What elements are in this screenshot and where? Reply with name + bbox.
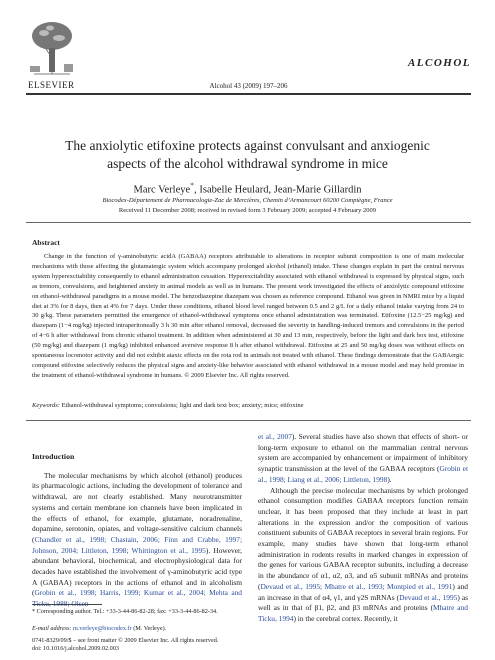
corresponding-mark[interactable]: * bbox=[190, 181, 195, 190]
divider bbox=[26, 420, 471, 421]
citation-link[interactable]: Devaud et al., 1995; Mhatre et al., 1993; Montpied et al., 1991 bbox=[260, 581, 453, 591]
email-label: E-mail address: bbox=[32, 625, 72, 632]
author-list bbox=[30, 181, 465, 196]
title-line-2: aspects of the alcohol withdrawal syndrome in mice bbox=[107, 156, 388, 171]
journal-header bbox=[26, 18, 471, 92]
paragraph bbox=[32, 471, 242, 610]
paragraph bbox=[258, 486, 468, 625]
citation-link[interactable]: et al., 2007 bbox=[258, 432, 292, 441]
citation-link[interactable]: Devaud et al., 1995 bbox=[399, 592, 458, 602]
citation-link[interactable]: Chandler et al., 1998; Chastain, 2006; Finn and Crabbe, 1997; Johnson, 2004; Littleton, 1998; Whittington et al., 1995 bbox=[32, 534, 242, 555]
received-dates: Received 11 December 2008; received in revised form 3 February 2009; accepted 4 February 2009 bbox=[118, 207, 377, 214]
header-rule bbox=[26, 93, 471, 95]
text-run: The molecular mechanisms by which alcohol (ethanol) produces its pharmacologic actions, including the development of tolerance and withdrawal, are not clearly established. Many neurotransmitter systems and certain membrane ion channels have been implicated in the effects of ethanol, for example, glutamate, noradrenaline, dopamine, serotonin, opiates, and voltage-sensitive calcium channels ( bbox=[32, 470, 242, 544]
column-left bbox=[32, 432, 242, 610]
elsevier-tree-logo bbox=[26, 18, 78, 78]
article-title bbox=[30, 137, 465, 173]
footnote-email bbox=[32, 625, 242, 633]
text-run: ) in the cerebral cortex. Recently, it bbox=[293, 613, 398, 623]
citation-link[interactable]: Mhatre and Ticku, 1994 bbox=[258, 603, 468, 623]
footnote-rule bbox=[32, 604, 102, 605]
author-rest: , Isabelle Heulard, Jean-Marie Gillardin bbox=[194, 184, 362, 196]
abstract-heading: Abstract bbox=[32, 238, 60, 247]
keywords-list: Ethanol-withdrawal symptoms; convulsions; light and dark text box; anxiety; mice; etifoxine bbox=[59, 402, 304, 409]
text-run: ). Several studies have also shown that effects of short- or long-term exposure to ethanol on the mammalian central nervous system are accompanied by enhancement or impairment of inhibitory synaptic transmission at the level of the GABAA receptors ( bbox=[258, 432, 468, 474]
divider bbox=[26, 222, 471, 223]
publisher-name: ELSEVIER bbox=[28, 80, 75, 90]
citation-link[interactable]: Grobin et al., 1998; Liang et al., 2006; Littleton, 1998 bbox=[258, 464, 468, 484]
text-run: ). bbox=[387, 474, 392, 484]
footnote-corresponding: * Corresponding author. Tel.: +33-3-44-86-82-28; fax: +33-3-44-86-82-34. bbox=[32, 608, 218, 615]
abstract-text: Change in the function of γ-aminobutyric acidA (GABAA) receptors attributable to alterations in receptor subunit composition is one of main molecular mechanisms with those affecting the glutamatergic system which accompany prolonged alcohol (ethanol) intake. These changes explain in part the central nervous system hyperexcitability consequently to ethanol administration cessation. Hyperexcitability associated with ethanol withdrawal is expressed by physical signs, such as tremors, convulsions, and heightened anxiety in animal models as well as in humans. The present work investigated the effects of anxiolytic compound etifoxine on ethanol-withdrawal paradigms in a mouse model. The benzodiazepine diazepam was chosen as reference compound. Ethanol was given in NMRI mice by a liquid diet at 3% for 8 days, then at 4% for 7 days. Under these conditions, ethanol blood level ranged between 0.5 and 2 g/L for a daily ethanol intake varying from 24 to 30 g/kg. These parameters permitted the emergence of ethanol-withdrawal symptoms once ethanol administration was terminated. Etifoxine (12.5−25 mg/kg) and diazepam (1−4 mg/kg) injected intraperitoneally 3 h 30 min after ethanol removal, decreased the severity in handling-induced tremors and convulsions in the period of 4−6 h after withdrawal from chronic ethanol treatment. In addition when administered at 30 and 13 min, respectively, before the light and dark box test, etifoxine (50 mg/kg) and diazepam (1 mg/kg) inhibited enhanced aversive response 8 h after ethanol withdrawal. Etifoxine at 25 and 50 mg/kg doses was without effects on spontaneous locomotor activity and did not exhibit ataxic effects on the rota rod in animals not treated with ethanol. These findings demonstrate that the GABAergic compound etifoxine selectively reduces the physical signs and anxiety-like behavior associated with ethanol withdrawal in a mouse model and may hold promise in the treatment of ethanol-withdrawal syndrome in humans. © 2009 Elsevier Inc. All rights reserved. bbox=[32, 253, 464, 379]
title-line-1: The anxiolytic etifoxine protects against convulsant and anxiogenic bbox=[65, 138, 430, 153]
citation-link[interactable]: Grobin et al., 1998; Harris, 1999; Kumar et al., 2004; Mehta and Ticku, 1988; Olsen bbox=[32, 588, 242, 609]
section-heading: Introduction bbox=[32, 452, 75, 461]
text-run: Although the precise molecular mechanisms by which prolonged ethanol consumption modifies GABAA receptors function remain unclear, it has been proposed that they include at least in part alterations in the expression and/or the composition of various constituent subunits of GABAA receptors in several brain regions. For example, many studies have shown that long-term ethanol administration in rodents results in marked changes in expression of the genes for various GABAA receptor subunits, including a decrease in the abundance of α1, α2, α3, and α5 subunit mRNAs and proteins ( bbox=[258, 485, 468, 591]
email-link[interactable]: m.verleye@biocodex.fr bbox=[71, 625, 132, 632]
affiliation: Biocodex-Département de Pharmacologie-Zac de Mercières, Chemin d’Armancourt 60200 Compiègne, France bbox=[102, 197, 393, 204]
doi-line[interactable]: doi: 10.1016/j.alcohol.2009.02.003 bbox=[32, 645, 119, 652]
paragraph bbox=[258, 432, 468, 486]
text-run: ) as well as in that of β1, β2, and β3 mRNAs and proteins ( bbox=[258, 592, 468, 613]
keywords-line bbox=[32, 402, 464, 409]
citation-line: Alcohol 43 (2009) 197–206 bbox=[209, 82, 288, 90]
author-first[interactable]: Marc Verleye bbox=[133, 184, 191, 196]
journal-name: ALCOHOL bbox=[407, 57, 471, 69]
text-run: ). However, abundant behavioral, biochemical, and electrophysiological data for decades have established the involvement of γ-aminobutyric acid type A (GABAA) receptors in the actions of ethanol and in alcoholism ( bbox=[32, 545, 242, 598]
email-tail: (M. Verleye). bbox=[131, 625, 167, 632]
keywords-label: Keywords: bbox=[32, 402, 60, 409]
column-right bbox=[258, 432, 468, 625]
text-run: ) and an increase in that of α4, γ1, and γ2S mRNAs ( bbox=[258, 581, 468, 602]
issn-line: 0741-8329/09/$ – see front matter © 2009 Elsevier Inc. All rights reserved. bbox=[32, 637, 219, 644]
